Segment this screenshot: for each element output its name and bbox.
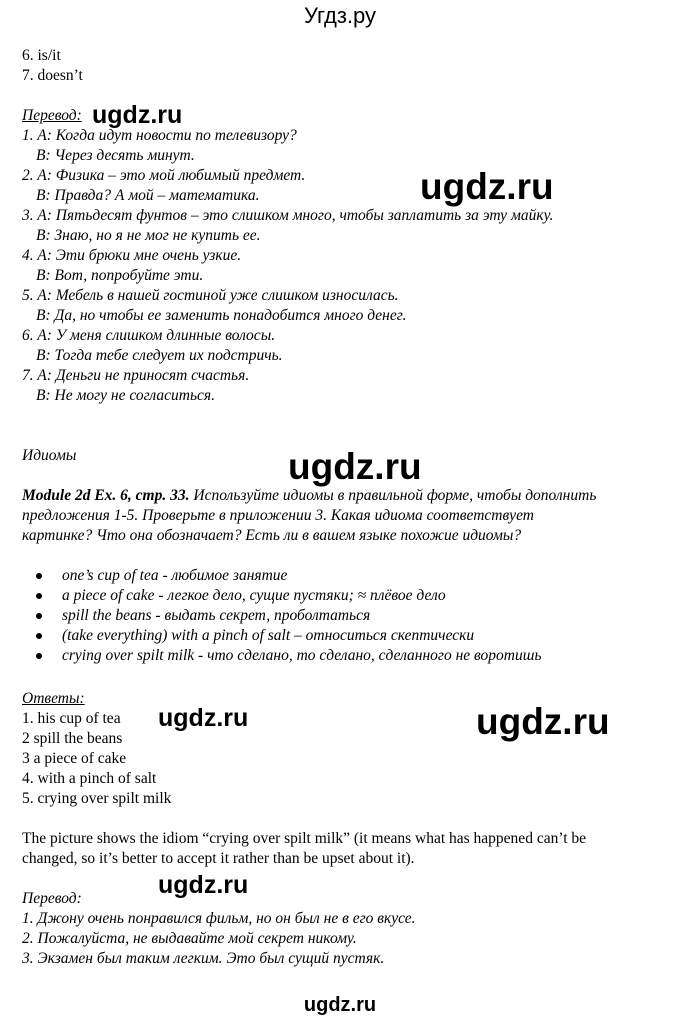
task-text: картинке? Что она обозначает? Есть ли в вашем языке похожие идиомы? — [22, 527, 522, 544]
watermark: ugdz.ru — [288, 446, 422, 487]
list-item: (take everything) with a pinch of salt – относиться скептически — [22, 626, 662, 646]
translation-heading: Перевод: — [22, 107, 82, 124]
top-answers — [22, 46, 662, 86]
translation-line: B: Знаю, но я не мог не купить ее. — [36, 227, 261, 244]
watermark: ugdz.ru — [158, 871, 249, 899]
translation-line: B: Через десять минут. — [36, 147, 195, 164]
answer-line: 6. is/it — [22, 47, 61, 64]
answer-line: 1. his cup of tea — [22, 710, 121, 727]
watermark: ugdz.ru — [420, 166, 554, 207]
translation-line: 2. A: Физика – это мой любимый предмет. — [22, 167, 306, 184]
watermark: ugdz.ru — [92, 101, 183, 129]
task-text: Используйте идиомы в правильной форме, чтобы дополнить — [189, 487, 597, 504]
bullet-icon — [36, 633, 42, 639]
translation-heading: Перевод: — [22, 890, 82, 907]
translation-section — [22, 889, 662, 969]
list-item: one’s cup of tea - любимое занятие — [22, 566, 662, 586]
answer-line: 5. crying over spilt milk — [22, 790, 172, 807]
idioms-task — [22, 486, 662, 546]
explanation — [22, 829, 662, 869]
list-item: crying over spilt milk - что сделано, то сделано, сделанного не воротишь — [22, 646, 662, 666]
answers-heading: Ответы: — [22, 690, 85, 707]
idioms-heading: Идиомы — [22, 447, 77, 464]
translation-line: 3. Экзамен был таким легким. Это был сущий пустяк. — [22, 950, 385, 967]
translation-line: B: Да, но чтобы ее заменить понадобится много денег. — [36, 307, 407, 324]
bullet-icon — [36, 593, 42, 599]
translation-line: 7. A: Деньги не приносят счастья. — [22, 367, 250, 384]
explanation-line: changed, so it’s better to accept it rather than be upset about it). — [22, 850, 415, 867]
answer-line: 3 a piece of cake — [22, 750, 127, 767]
bullet-icon — [36, 653, 42, 659]
translation-line: 3. A: Пятьдесят фунтов – это слишком много, чтобы заплатить за эту майку. — [22, 207, 554, 224]
translation-line: 1. A: Когда идут новости по телевизору? — [22, 127, 297, 144]
translation-section — [22, 106, 662, 406]
idioms-list — [22, 566, 662, 666]
translation-line: 6. A: У меня слишком длинные волосы. — [22, 327, 276, 344]
explanation-line: The picture shows the idiom “crying over spilt milk” (it means what has happened can’t be — [22, 830, 587, 847]
watermark: ugdz.ru — [476, 701, 610, 742]
translation-line: 5. A: Мебель в нашей гостиной уже слишком износилась. — [22, 287, 399, 304]
answer-line: 4. with a pinch of salt — [22, 770, 157, 787]
translation-line: 2. Пожалуйста, не выдавайте мой секрет никому. — [22, 930, 357, 947]
answer-line: 7. doesn’t — [22, 67, 83, 84]
translation-line: B: Правда? А мой – математика. — [36, 187, 260, 204]
translation-line: B: Тогда тебе следует их подстричь. — [36, 347, 283, 364]
list-item: spill the beans - выдать секрет, проболтаться — [22, 606, 662, 626]
translation-line: 4. A: Эти брюки мне очень узкие. — [22, 247, 242, 264]
translation-line: B: Не могу не согласиться. — [36, 387, 215, 404]
site-footer: ugdz.ru — [303, 994, 377, 1016]
list-item: a piece of cake - легкое дело, сущие пустяки; ≈ плёвое дело — [22, 586, 662, 606]
bullet-icon — [36, 613, 42, 619]
translation-line: B: Вот, попробуйте эти. — [36, 267, 204, 284]
bullet-icon — [36, 573, 42, 579]
task-text: предложения 1-5. Проверьте в приложении 3. Какая идиома соответствует — [22, 507, 534, 524]
site-title: Угдз.ру — [303, 3, 377, 28]
task-reference: Module 2d Ex. 6, стр. 33. — [22, 487, 190, 504]
watermark: ugdz.ru — [158, 704, 249, 732]
translation-line: 1. Джону очень понравился фильм, но он был не в его вкусе. — [22, 910, 416, 927]
answer-line: 2 spill the beans — [22, 730, 123, 747]
